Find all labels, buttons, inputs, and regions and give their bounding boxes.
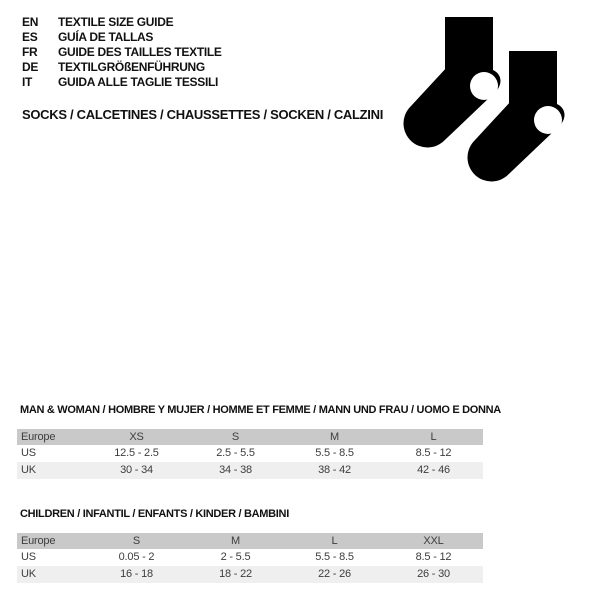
header-cell-size: S [132,535,141,547]
header-cell-region: Europe [21,431,56,443]
language-label: GUIDE DES TAILLES TEXTILE [58,45,222,59]
language-code: ES [22,30,38,44]
socks-icon [400,12,575,184]
language-row [22,30,222,45]
size-cell: 2 - 5.5 [220,551,251,563]
language-list [22,15,222,90]
language-code: DE [22,60,39,74]
language-row [22,75,222,90]
table-row-us [17,549,483,566]
header-cell-size: M [330,431,339,443]
size-cell: 34 - 38 [219,464,252,476]
header-cell-size: S [231,431,240,443]
language-row [22,15,222,30]
size-cell: 26 - 30 [417,568,450,580]
size-cell: 22 - 26 [318,568,351,580]
size-cell: 8.5 - 12 [415,551,452,563]
size-cell: 0.05 - 2 [118,551,155,563]
row-label: UK [21,464,36,476]
size-cell: 30 - 34 [120,464,153,476]
header-cell-size: L [430,431,437,443]
children-table-title: CHILDREN / INFANTIL / ENFANTS / KINDER / BAMBINI [20,508,289,520]
size-cell: 8.5 - 12 [415,447,452,459]
language-label: GUIDA ALLE TAGLIE TESSILI [58,75,219,89]
language-code: IT [22,75,33,89]
header-cell-size: XS [129,431,144,443]
header-cell-size: L [331,535,338,547]
adult-table-title: MAN & WOMAN / HOMBRE Y MUJER / HOMME ET FEMME / MANN UND FRAU / UOMO E DONNA [20,404,501,416]
size-cell: 38 - 42 [318,464,351,476]
header-cell-size: M [231,535,240,547]
size-cell: 5.5 - 8.5 [315,551,354,563]
language-label: TEXTILGRÖßENFÜHRUNG [58,60,205,74]
table-header-row [17,429,483,445]
children-size-table [17,508,483,583]
size-cell: 5.5 - 8.5 [315,447,354,459]
header-cell-size: XXL [423,535,444,547]
table-row-uk [17,566,483,583]
header-cell-region: Europe [21,535,56,547]
language-row [22,60,222,75]
size-cell: 18 - 22 [219,568,252,580]
size-cell: 42 - 46 [417,464,450,476]
adult-table-grid [17,429,483,479]
size-cell: 12.5 - 2.5 [114,447,159,459]
children-table-grid [17,533,483,583]
language-row [22,45,222,60]
adult-size-table [17,404,501,479]
language-code: EN [22,15,39,29]
table-row-us [17,445,483,462]
row-label: UK [21,568,36,580]
table-header-row [17,533,483,549]
language-label: GUÍA DE TALLAS [58,30,154,44]
size-cell: 2.5 - 5.5 [216,447,255,459]
language-code: FR [22,45,38,59]
language-label: TEXTILE SIZE GUIDE [58,15,174,29]
table-row-uk [17,462,483,479]
category-line: SOCKS / CALCETINES / CHAUSSETTES / SOCKEN / CALZINI [22,107,384,122]
row-label: US [21,447,36,459]
row-label: US [21,551,36,563]
size-cell: 16 - 18 [120,568,153,580]
